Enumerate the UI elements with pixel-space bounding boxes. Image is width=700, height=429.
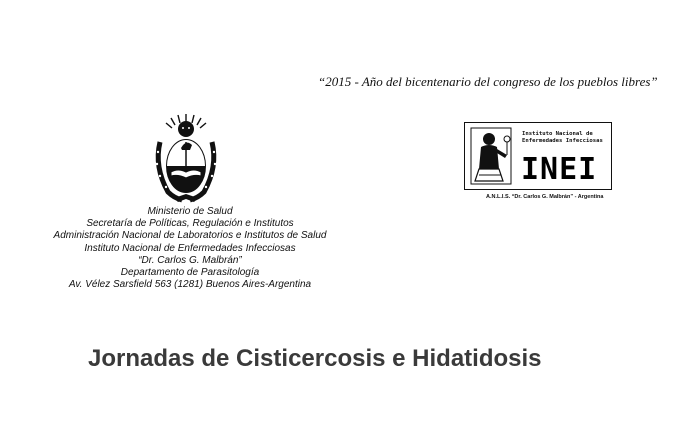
institution-line: Administración Nacional de Laboratorios e Institutos de Salud	[53, 230, 327, 242]
inei-logo-frame	[464, 122, 612, 190]
inei-acronym: INEI	[521, 152, 598, 187]
document-title: Jornadas de Cisticercosis e Hidatidosis	[88, 345, 542, 372]
institution-address-block	[30, 206, 350, 291]
institution-line: “Dr. Carlos G. Malbrán”	[138, 254, 242, 266]
inei-emblem-icon	[467, 125, 515, 187]
inei-caption: A.N.L.I.S. “Dr. Carlos G. Malbrán” - Argentina	[486, 194, 604, 200]
inei-name-line: Instituto Nacional de	[522, 131, 593, 137]
institution-line: Secretaría de Políticas, Regulación e Institutos	[86, 218, 294, 230]
inei-name-line: Enfermedades Infecciosas	[522, 137, 603, 144]
inei-full-name	[522, 131, 612, 144]
inei-logo	[464, 122, 614, 204]
header-motto: “2015 - Año del bicentenario del congreso de los pueblos libres”	[318, 74, 658, 89]
institution-line: Departamento de Parasitología	[120, 267, 260, 279]
institution-line: Ministerio de Salud	[147, 206, 233, 217]
institution-line: Av. Vélez Sarsfield 563 (1281) Buenos Aires-Argentina	[68, 279, 312, 291]
argentina-coat-of-arms-icon	[150, 112, 222, 204]
institution-line: Instituto Nacional de Enfermedades Infecciosas	[84, 242, 296, 254]
